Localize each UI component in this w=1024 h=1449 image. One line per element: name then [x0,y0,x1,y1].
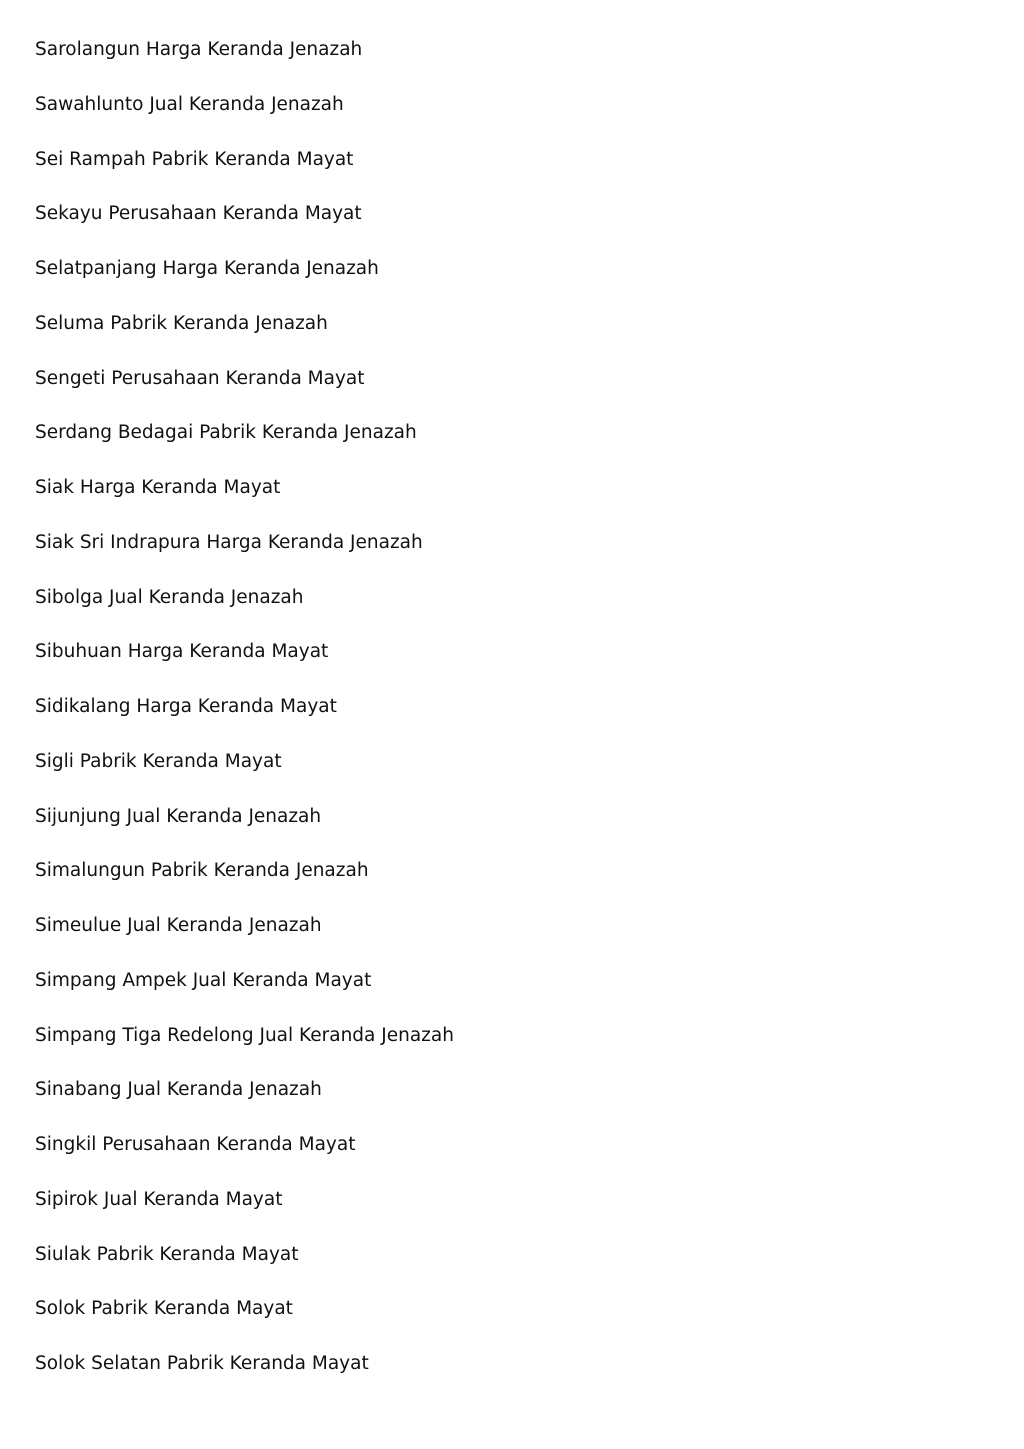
list-item: Siak Harga Keranda Mayat [35,477,281,498]
list-item: Selatpanjang Harga Keranda Jenazah [35,258,379,279]
list-item: Siulak Pabrik Keranda Mayat [35,1243,299,1265]
list-item: Seluma Pabrik Keranda Jenazah [35,312,328,334]
list-item: Simpang Ampek Jual Keranda Mayat [35,969,372,991]
list-item: Sigli Pabrik Keranda Mayat [35,750,282,772]
list-item: Sengeti Perusahaan Keranda Mayat [35,367,365,389]
list-item: Sawahlunto Jual Keranda Jenazah [35,93,344,115]
list-item: Sijunjung Jual Keranda Jenazah [35,805,322,827]
list-item: Siak Sri Indrapura Harga Keranda Jenazah [35,531,423,553]
keyword-list [35,36,454,1405]
list-item: Sibolga Jual Keranda Jenazah [35,586,304,608]
list-item: Simeulue Jual Keranda Jenazah [35,915,322,936]
list-item: Sekayu Perusahaan Keranda Mayat [35,203,362,225]
list-item: Simpang Tiga Redelong Jual Keranda Jenazah [35,1024,454,1046]
list-item: Sipirok Jual Keranda Mayat [35,1188,283,1210]
list-item: Sinabang Jual Keranda Jenazah [35,1079,322,1101]
list-item: Solok Selatan Pabrik Keranda Mayat [35,1353,369,1374]
list-item: Sidikalang Harga Keranda Mayat [35,696,337,717]
list-item: Solok Pabrik Keranda Mayat [35,1298,293,1320]
list-item: Simalungun Pabrik Keranda Jenazah [35,860,369,882]
list-item: Sei Rampah Pabrik Keranda Mayat [35,148,354,170]
list-item: Serdang Bedagai Pabrik Keranda Jenazah [35,422,417,444]
list-item: Sarolangun Harga Keranda Jenazah [35,39,363,60]
list-item: Singkil Perusahaan Keranda Mayat [35,1134,356,1155]
list-item: Sibuhuan Harga Keranda Mayat [35,641,329,663]
